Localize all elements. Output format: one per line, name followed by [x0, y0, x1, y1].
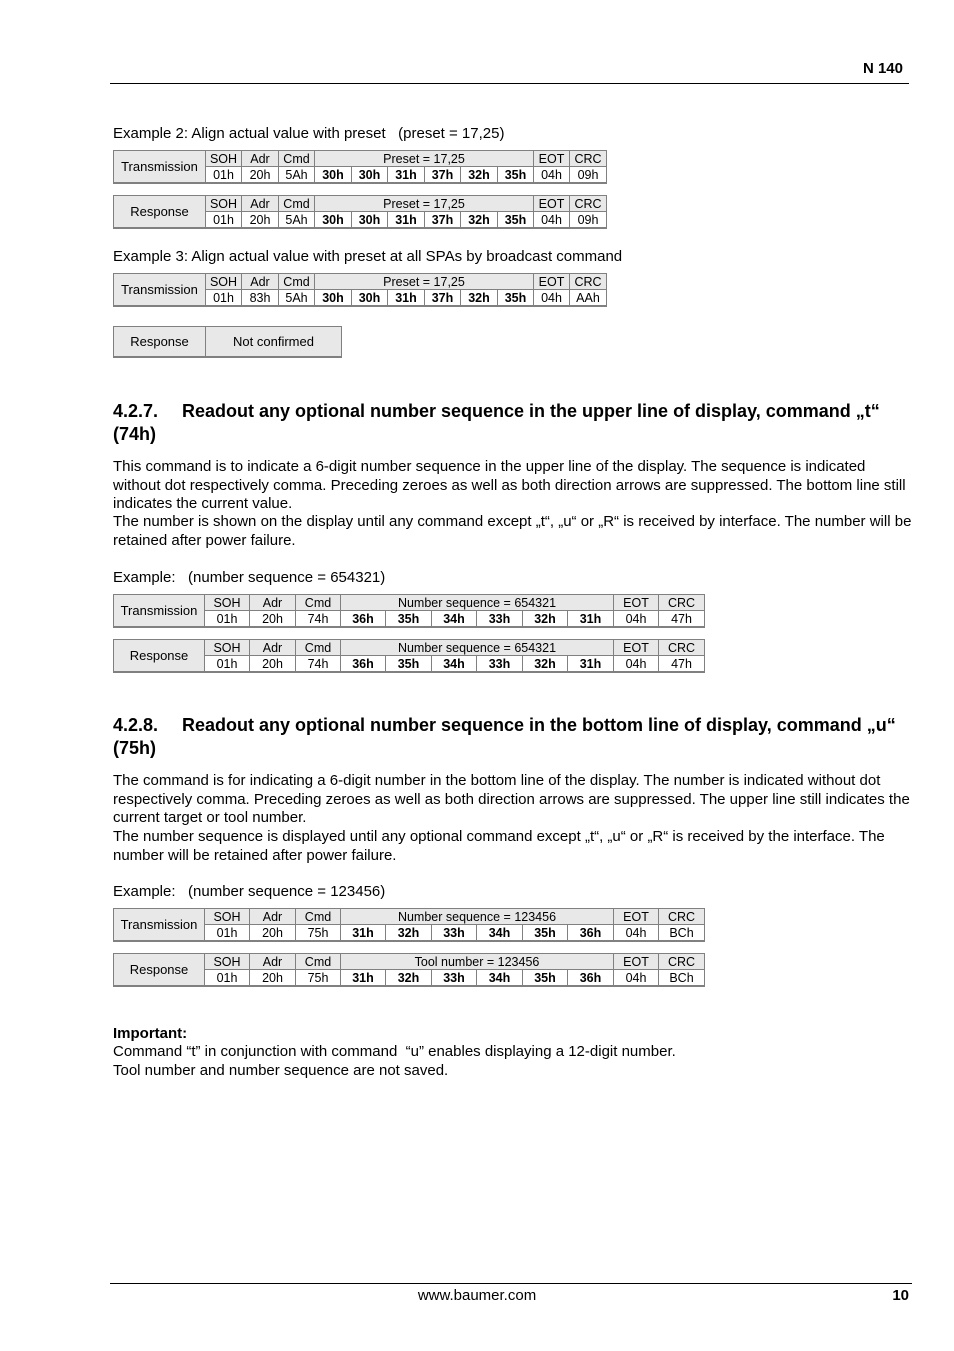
data-byte: 34h: [477, 925, 523, 942]
field-value: BCh: [659, 925, 705, 942]
footer-url: www.baumer.com: [417, 1287, 537, 1304]
data-byte: 32h: [523, 611, 568, 628]
data-byte: 36h: [568, 970, 614, 987]
section-427-response-table: [113, 639, 705, 673]
example-3-response-table: [113, 326, 342, 358]
data-byte: 31h: [341, 970, 386, 987]
section-428-para-2: The number sequence is displayed until any optional command except „t“, „u“ or „R“ is received by the interface. The number will be retained after power failure.: [113, 828, 885, 864]
data-byte: 35h: [523, 925, 568, 942]
data-byte: 35h: [386, 611, 432, 628]
field-value: 04h: [614, 925, 659, 942]
frame-label: Response: [114, 640, 205, 673]
field-value: 5Ah: [279, 212, 315, 229]
field-header: Adr: [242, 151, 279, 167]
data-byte: 36h: [568, 925, 614, 942]
field-header: Adr: [250, 595, 296, 611]
field-header: SOH: [206, 196, 242, 212]
frame-label: Transmission: [114, 595, 205, 628]
section-428-number: 4.2.8.: [113, 715, 159, 735]
data-byte: 32h: [461, 167, 498, 184]
field-value: 5Ah: [279, 290, 315, 307]
section-427-example-caption: Example: (number sequence = 654321): [113, 569, 386, 586]
field-header: EOT: [614, 909, 659, 925]
field-header: Cmd: [279, 151, 315, 167]
field-header: Adr: [242, 274, 279, 290]
data-byte: 32h: [386, 925, 432, 942]
data-byte: 34h: [432, 656, 477, 673]
field-header: SOH: [205, 954, 250, 970]
field-value: 04h: [614, 970, 659, 987]
data-byte: 31h: [341, 925, 386, 942]
field-header: Cmd: [296, 909, 341, 925]
field-value: 75h: [296, 970, 341, 987]
field-header: CRC: [570, 274, 607, 290]
field-header: Cmd: [296, 954, 341, 970]
data-byte: 32h: [461, 290, 498, 307]
section-428-para-1: The command is for indicating a 6-digit number in the bottom line of the display. The number is indicated without dot respectively comma. Preceding zeroes as well as both direction arrows are suppressed. The upper line still indicates the current target or tool number.: [113, 772, 910, 826]
footer-rule: [110, 1283, 912, 1284]
field-header: SOH: [205, 909, 250, 925]
field-value: 01h: [206, 290, 242, 307]
frame-label: Response: [114, 954, 205, 987]
field-header: EOT: [614, 954, 659, 970]
data-byte: 37h: [425, 212, 461, 229]
field-header: CRC: [659, 909, 705, 925]
field-value: 01h: [205, 970, 250, 987]
data-byte: 33h: [432, 925, 477, 942]
field-value: 04h: [534, 167, 570, 184]
data-byte: 35h: [498, 167, 534, 184]
data-field-header: Preset = 17,25: [315, 151, 534, 167]
data-byte: 32h: [523, 656, 568, 673]
field-value: 01h: [206, 167, 242, 184]
data-byte: 31h: [388, 212, 425, 229]
field-header: EOT: [534, 151, 570, 167]
response-value: Not confirmed: [206, 327, 342, 358]
data-field-header: Tool number = 123456: [341, 954, 614, 970]
field-header: Adr: [250, 640, 296, 656]
doc-id: N 140: [862, 60, 903, 77]
field-value: BCh: [659, 970, 705, 987]
field-value: 5Ah: [279, 167, 315, 184]
field-value: 01h: [205, 656, 250, 673]
data-byte: 30h: [315, 167, 352, 184]
data-byte: 37h: [425, 167, 461, 184]
data-byte: 31h: [388, 167, 425, 184]
data-byte: 35h: [498, 290, 534, 307]
field-header: CRC: [570, 196, 607, 212]
field-value: 20h: [250, 970, 296, 987]
field-value: 74h: [296, 611, 341, 628]
data-field-header: Preset = 17,25: [315, 274, 534, 290]
field-header: Cmd: [296, 595, 341, 611]
field-header: SOH: [206, 151, 242, 167]
frame-label: Response: [114, 196, 206, 229]
example-2-transmission-table: [113, 150, 607, 184]
field-header: Adr: [242, 196, 279, 212]
section-427-para-2: The number is shown on the display until any command except „t“, „u“ or „R“ is received by interface. The number will be retained after power failure.: [113, 513, 912, 549]
section-428-transmission-table: [113, 908, 705, 942]
field-value: AAh: [570, 290, 607, 307]
field-value: 20h: [250, 656, 296, 673]
field-header: CRC: [659, 640, 705, 656]
data-byte: 33h: [477, 611, 523, 628]
field-value: 01h: [205, 925, 250, 942]
field-value: 04h: [534, 212, 570, 229]
important-heading: Important:: [113, 1025, 188, 1042]
data-byte: 31h: [388, 290, 425, 307]
field-value: 75h: [296, 925, 341, 942]
data-byte: 34h: [477, 970, 523, 987]
data-byte: 32h: [461, 212, 498, 229]
section-427-para-1: This command is to indicate a 6-digit number sequence in the upper line of the display. The sequence is indicated without dot respectively comma. Preceding zeroes as well as both direction arrows are suppressed. The bottom line still indicates the current value.: [113, 458, 906, 512]
data-byte: 34h: [432, 611, 477, 628]
data-byte: 36h: [341, 611, 386, 628]
field-value: 20h: [250, 611, 296, 628]
field-header: EOT: [614, 640, 659, 656]
data-byte: 30h: [352, 167, 388, 184]
field-header: SOH: [205, 595, 250, 611]
frame-label: Transmission: [114, 909, 205, 942]
field-value: 20h: [242, 167, 279, 184]
field-header: Cmd: [279, 196, 315, 212]
field-value: 47h: [659, 611, 705, 628]
field-header: Adr: [250, 909, 296, 925]
field-value: 01h: [205, 611, 250, 628]
data-field-header: Number sequence = 654321: [341, 640, 614, 656]
data-byte: 35h: [386, 656, 432, 673]
field-header: Cmd: [296, 640, 341, 656]
field-header: EOT: [614, 595, 659, 611]
example-3-caption: Example 3: Align actual value with preset at all SPAs by broadcast command: [113, 248, 623, 265]
field-header: CRC: [659, 954, 705, 970]
field-value: 01h: [206, 212, 242, 229]
field-header: CRC: [659, 595, 705, 611]
example-3-transmission-table: [113, 273, 607, 307]
field-value: 09h: [570, 212, 607, 229]
important-line-1: Command “t” in conjunction with command “u” enables displaying a 12-digit number.: [113, 1043, 676, 1060]
field-value: 20h: [250, 925, 296, 942]
field-header: SOH: [206, 274, 242, 290]
field-header: SOH: [205, 640, 250, 656]
section-428-example-caption: Example: (number sequence = 123456): [113, 883, 386, 900]
field-header: EOT: [534, 196, 570, 212]
important-line-2: Tool number and number sequence are not saved.: [113, 1062, 449, 1079]
data-field-header: Number sequence = 123456: [341, 909, 614, 925]
section-427-number: 4.2.7.: [113, 401, 159, 421]
data-byte: 30h: [315, 290, 352, 307]
field-value: 83h: [242, 290, 279, 307]
section-427-transmission-table: [113, 594, 705, 628]
data-byte: 30h: [352, 290, 388, 307]
data-field-header: Preset = 17,25: [315, 196, 534, 212]
field-header: Cmd: [279, 274, 315, 290]
data-byte: 32h: [386, 970, 432, 987]
section-428-title: Readout any optional number sequence in the bottom line of display, command „u“ (75h): [113, 715, 896, 758]
page-number: 10: [892, 1287, 909, 1304]
response-label: Response: [114, 327, 206, 358]
section-427-title: Readout any optional number sequence in the upper line of display, command „t“ (74h): [113, 401, 880, 444]
field-value: 47h: [659, 656, 705, 673]
data-byte: 30h: [352, 212, 388, 229]
data-byte: 36h: [341, 656, 386, 673]
header-rule: [110, 83, 909, 84]
data-byte: 37h: [425, 290, 461, 307]
field-value: 04h: [614, 656, 659, 673]
field-value: 09h: [570, 167, 607, 184]
section-428-response-table: [113, 953, 705, 987]
field-header: EOT: [534, 274, 570, 290]
frame-label: Transmission: [114, 151, 206, 184]
field-value: 74h: [296, 656, 341, 673]
data-byte: 31h: [568, 656, 614, 673]
data-byte: 31h: [568, 611, 614, 628]
field-value: 04h: [614, 611, 659, 628]
data-byte: 35h: [498, 212, 534, 229]
data-byte: 33h: [432, 970, 477, 987]
field-header: CRC: [570, 151, 607, 167]
field-header: Adr: [250, 954, 296, 970]
data-byte: 30h: [315, 212, 352, 229]
field-value: 20h: [242, 212, 279, 229]
section-428-heading: [113, 714, 913, 760]
frame-label: Transmission: [114, 274, 206, 307]
field-value: 04h: [534, 290, 570, 307]
data-field-header: Number sequence = 654321: [341, 595, 614, 611]
section-427-heading: [113, 400, 913, 446]
data-byte: 33h: [477, 656, 523, 673]
example-2-caption: Example 2: Align actual value with preset (preset = 17,25): [113, 125, 505, 142]
data-byte: 35h: [523, 970, 568, 987]
example-2-response-table: [113, 195, 607, 229]
